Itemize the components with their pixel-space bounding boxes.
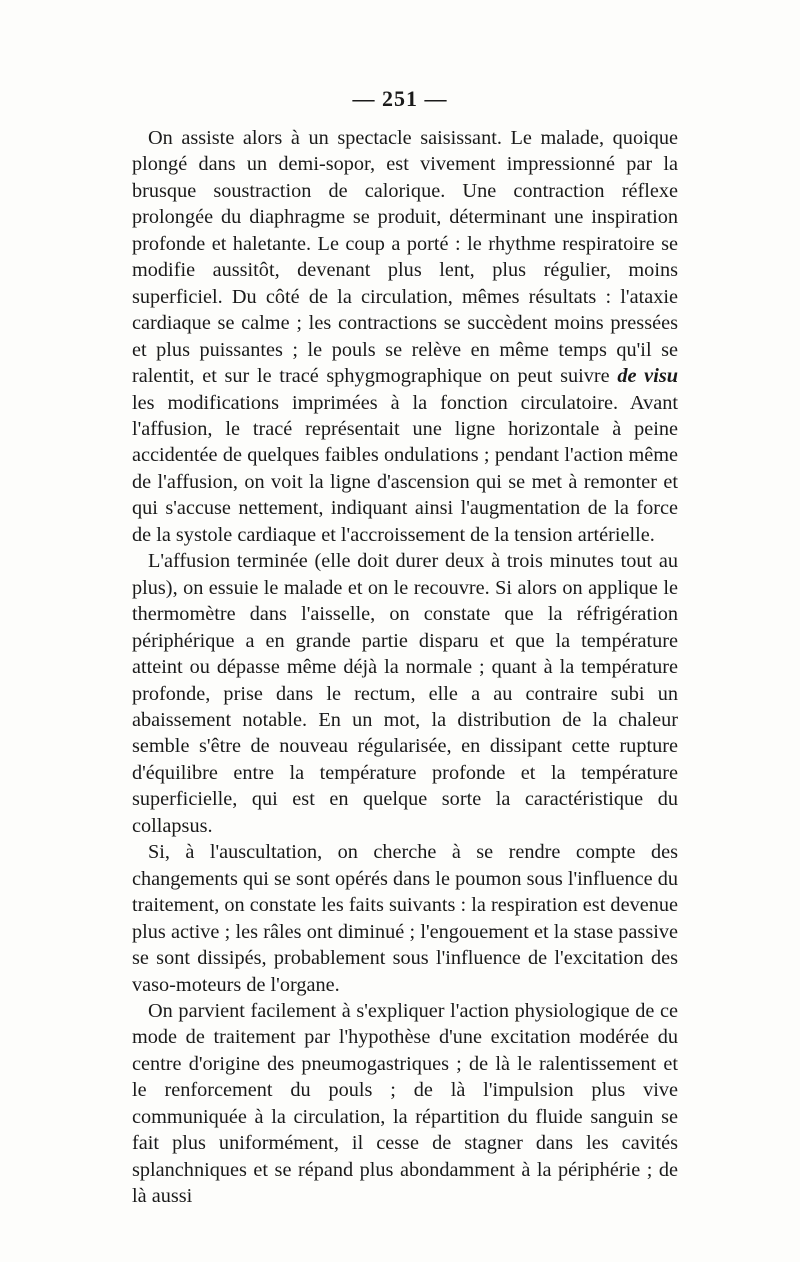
paragraph-temperature: L'affusion terminée (elle doit durer deux à trois minutes tout au plus), on essuie le malade et on le recouvre. Si alors on applique le thermomètre dans l'aisselle, on constate que la réfrigération périphérique a en grande partie disparu et que la température atteint ou dépasse même déjà la normale ; quant à la température profonde, prise dans le rectum, elle a au contraire subi un abaissement notable. En un mot, la distribution de la chaleur semble s'être de nouveau régularisée, en dissipant cette rupture d'équilibre entre la température profonde et la température superficielle, qui est en quelque sorte la caractéristique du collapsus.	[132, 550, 678, 837]
paragraph-physiology: On parvient facilement à s'expliquer l'action physiologique de ce mode de traitement par l'hypothèse d'une excitation modérée du centre d'origine des pneumogastriques ; de là le ralentissement et le renforcement du pouls ; de là l'impulsion plus vive communiquée à la circulation, la répartition du fluide sanguin se fait plus uniformément, il cesse de stagner dans les cavités splanchniques et se répand plus abondamment à la périphérie ; de là aussi	[132, 999, 678, 1208]
page-number: — 251 —	[352, 86, 448, 111]
body-text	[132, 125, 678, 1210]
paragraph-text: On assiste alors à un spectacle saisissant. Le malade, quoique plongé dans un demi-sopor, est vivement impressionné par la brusque soustraction de calorique. Une contraction réflexe prolongée du diaphragme se produit, déterminant une inspiration profonde et haletante. Le coup a porté : le rhythme respiratoire se modifie aussitôt, devenant plus lent, plus régulier, moins superficiel. Du côté de la circulation, mêmes résultats : l'ataxie cardiaque se calme ; les contractions se succèdent moins pressées et plus puissantes ; le pouls se relève en même temps qu'il se ralentit, et sur le tracé sphygmographique on peut suivre	[132, 127, 678, 388]
italic-phrase: de visu	[617, 365, 678, 388]
paragraph-auscultation: Si, à l'auscultation, on cherche à se rendre compte des changements qui se sont opérés dans le poumon sous l'influence du traitement, on constate les faits suivants : la respiration est devenue plus active ; les râles ont diminué ; l'engouement et la stase passive se sont dissipés, probablement sous l'influence de l'excitation des vaso-moteurs de l'organe.	[132, 841, 678, 996]
paragraph-affusion-effects	[132, 125, 678, 548]
paragraph-text: les modifications imprimées à la fonction circulatoire. Avant l'affusion, le tracé représentait une ligne horizontale à peine accidentée de quelques faibles ondulations ; pendant l'action même de l'affusion, on voit la ligne d'ascension qui se met à remonter et qui s'accuse nettement, indiquant ainsi l'augmentation de la force de la systole cardiaque et l'accroissement de la tension artérielle.	[132, 391, 678, 546]
